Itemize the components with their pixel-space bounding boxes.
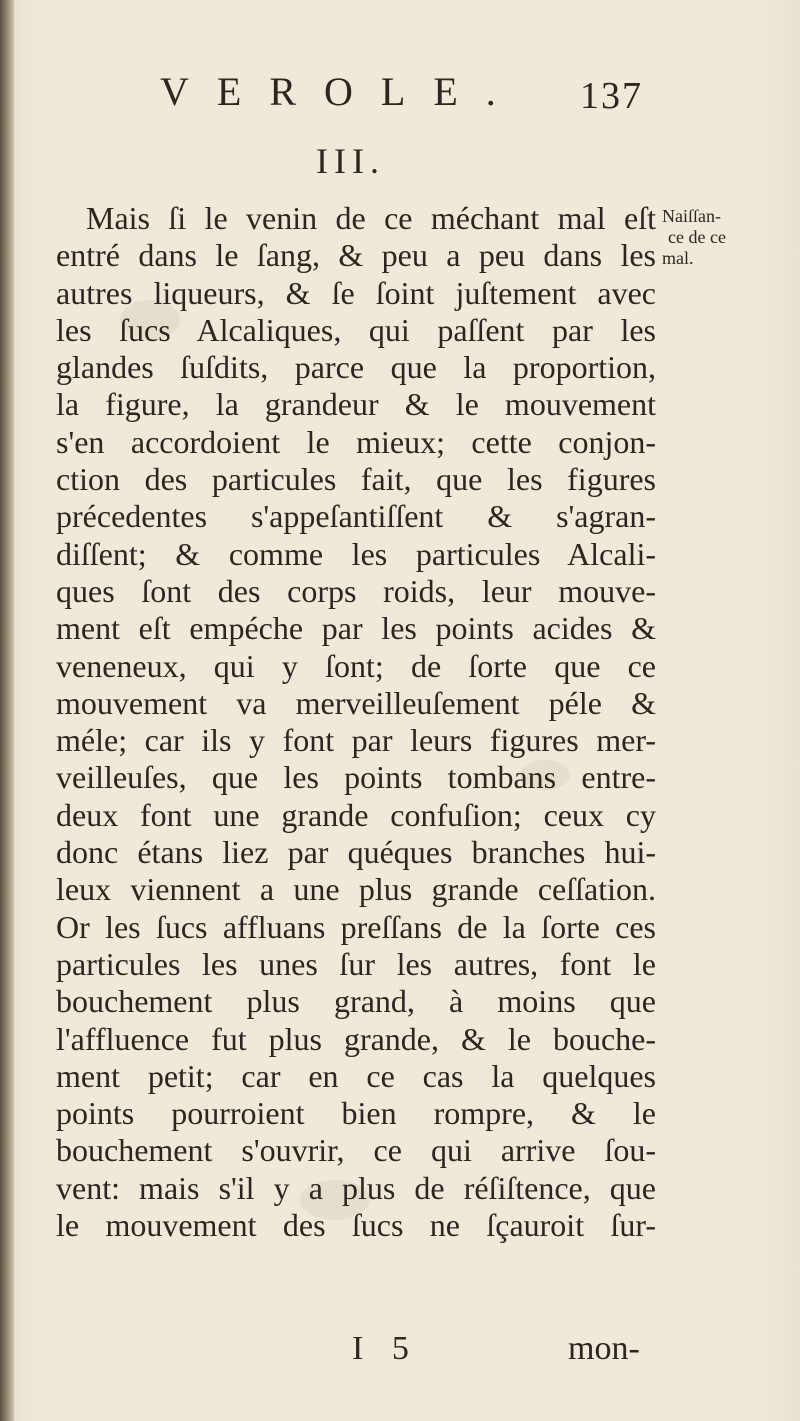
text-line: la figure, la grandeur & le mouvement — [56, 386, 656, 423]
text-line: autres liqueurs, & ſe ſoint juſtement avec — [56, 274, 656, 311]
text-line: veneneux, qui y ſont; de ſorte que ce — [56, 647, 656, 684]
text-line: le mouvement des ſucs ne ſçauroit ſur- — [56, 1207, 656, 1244]
text-line: donc étans liez par quéques branches hui- — [56, 834, 656, 871]
text-line: mouvement va merveilleuſement péle & — [56, 684, 656, 721]
text-line: leux viennent a une plus grande ceſſation. — [56, 871, 656, 908]
text-line: bouchement s'ouvrir, ce qui arrive ſou- — [56, 1132, 656, 1169]
margin-note-line: ce de ce — [668, 227, 726, 247]
signature-mark: I 5 — [352, 1330, 419, 1367]
text-line: deux font une grande confuſion; ceux cy — [56, 796, 656, 833]
text-line: méle; car ils y font par leurs figures mer- — [56, 722, 656, 759]
text-line: l'affluence fut plus grande, & le bouche- — [56, 1020, 656, 1057]
text-line: glandes ſuſdits, parce que la proportion, — [56, 349, 656, 386]
body-text — [56, 200, 656, 1244]
catchword: mon- — [568, 1330, 640, 1367]
text-line: ment petit; car en ce cas la quelques — [56, 1057, 656, 1094]
text-line: bouchement plus grand, à moins que — [56, 983, 656, 1020]
text-line: ques ſont des corps roids, leur mouve- — [56, 572, 656, 609]
text-line: ment eſt empéche par les points acides & — [56, 610, 656, 647]
running-title: VEROLE. — [160, 69, 524, 114]
text-line: diſſent; & comme les particules Alcali- — [56, 535, 656, 572]
text-line: Or les ſucs affluans preſſans de la ſorte ces — [56, 908, 656, 945]
section-number: III. — [316, 141, 385, 181]
page-footer — [0, 1330, 800, 1380]
text-line: ction des particules fait, que les figures — [56, 461, 656, 498]
page-header — [0, 68, 800, 128]
margin-note-line: Naiſſan- — [662, 206, 721, 226]
text-line: entré dans le ſang, & peu a peu dans les — [56, 237, 656, 274]
margin-note — [662, 206, 772, 269]
text-line: s'en accordoient le mieux; cette conjon- — [56, 423, 656, 460]
text-line: les ſucs Alcaliques, qui paſſent par les — [56, 311, 656, 348]
margin-note-line: mal. — [662, 248, 694, 268]
page-gutter — [0, 0, 14, 1421]
text-line: vent: mais s'il y a plus de réſiſtence, que — [56, 1169, 656, 1206]
text-line: points pourroient bien rompre, & le — [56, 1095, 656, 1132]
text-line: Mais ſi le venin de ce méchant mal eſt — [86, 200, 656, 236]
text-line: veilleuſes, que les points tombans entre- — [56, 759, 656, 796]
text-line: particules les unes ſur les autres, font le — [56, 945, 656, 982]
page-number: 137 — [580, 75, 643, 117]
text-line: précedentes s'appeſantiſſent & s'agran- — [56, 498, 656, 535]
